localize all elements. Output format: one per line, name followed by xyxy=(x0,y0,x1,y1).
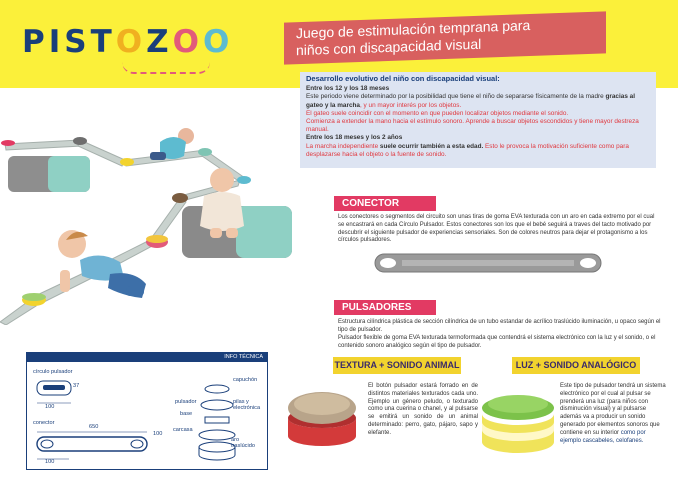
dim-100-a: 100 xyxy=(45,404,55,410)
animal-text: El botón pulsador estará forrado en de distintos materiales texturados cada uno. Ejemplo un género peludo, o texturado como una cuerina o chanel, y al pulsarse se emitirá un sonido de un animal determinado: perro, gato, pájaro, sapo y elefante. xyxy=(368,383,478,436)
dim-100-c: 100 xyxy=(45,459,55,465)
logo-dashed-underline xyxy=(122,62,210,74)
pistozoo-logo: PISTOZOO xyxy=(22,24,234,60)
pilas-label: pilas y electrónica xyxy=(233,399,261,411)
conector-drawing xyxy=(33,429,151,463)
intro-p2: El gateo suele coincidir con el momento en que pueden localizar objetos mediante el sonido. xyxy=(306,109,569,117)
intro-period2: Entre los 18 meses y los 2 años xyxy=(306,134,403,142)
intro-period1: Entre los 12 y los 18 meses xyxy=(306,85,390,93)
circulo-pulsador-label: círculo pulsador xyxy=(33,369,73,375)
dim-650: 650 xyxy=(89,424,99,430)
luz-text: Este tipo de pulsador tendrá un sistema electrónico por el cual al pulsar se prenderá una luz (para niños con disminución visual) y al pulsarse además va a producir un sonido generado por elementos sonoros que contiene en su interior como por ejemplo cascabeles, celofanes. xyxy=(560,383,666,444)
animal-pulsador-image xyxy=(282,382,362,458)
exploded-pulsador-drawing xyxy=(197,383,237,467)
base-label: base xyxy=(180,411,193,417)
intro-p4: La marcha independiente suele ocurrir también a esta edad. Esto le provoca la motivación suficiente como para desplazarse hacia el objeto o la fuente de sonido. xyxy=(306,142,629,158)
conector-strip-image xyxy=(370,250,606,276)
carcasa-label: carcasa xyxy=(173,427,193,433)
intro-p1: Este periodo viene determinado por la posibilidad que tiene el niño de separarse físicamente de la madre gracias al gateo y la marcha, y un mayor interés por los objetos. xyxy=(306,93,635,109)
luz-tag: LUZ + SONIDO ANALÓGICO xyxy=(512,357,640,374)
pulsadores-text1: Estructura cilíndrica plástica de sección cilíndrica de un tubo estandar de acrílico traslúcido iluminación, u opaco según el tipo de pulsador. xyxy=(338,319,661,333)
dim-100-b: 100 xyxy=(153,431,163,437)
conector-label: conector xyxy=(33,420,55,426)
luz-pulsador-image xyxy=(478,384,558,460)
intro-box xyxy=(300,72,656,168)
animal-tag: TEXTURA + SONIDO ANIMAL xyxy=(333,357,461,374)
pulsadores-text2: Pulsador flexible de goma EVA texturada termoformada que contendrá el sistema electrónico con la luz y el sonido, o el contenido sonoro analógico según el tipo de pulsador. xyxy=(338,335,656,349)
pulsadores-tag: PULSADORES xyxy=(334,300,436,315)
puzzle-mat-small xyxy=(8,156,90,192)
aro-label: aro traslúcido xyxy=(231,437,255,449)
tech-info-panel xyxy=(26,352,268,470)
babies-circuit-illustration xyxy=(0,110,300,325)
dim-37: 37 xyxy=(73,383,80,389)
circulo-pulsador-drawing xyxy=(33,377,83,409)
intro-heading: Desarrollo evolutivo del niño con discapacidad visual: xyxy=(306,74,500,83)
conector-tag: CONECTOR xyxy=(334,196,436,211)
intro-p3: Comienza a extender la mano hacia el estímulo sonoro. Aprende a buscar objetos escondidos y tiene mayor destreza manual. xyxy=(306,118,639,134)
conector-text: Los conectores o segmentos del circuito son unas tiras de goma EVA texturada con un aro en cada extremo por el cual se encastrará en cada Círculo Pulsador. Estos conectores son los que el bebé seguirá a traves del tacto motivado por descubrir el siguiente pulsador de experiencias sensoriales. Son de colores neutros para dejar el protagonismo a los círculos pulsadores. xyxy=(338,214,655,244)
capuchon-label: capuchón xyxy=(233,377,258,383)
tech-info-header: INFO TÉCNICA xyxy=(27,353,267,362)
page-title: Juego de estimulación temprana para niños con discapacidad visual xyxy=(284,11,606,64)
pulsador-label: pulsador xyxy=(175,399,197,405)
